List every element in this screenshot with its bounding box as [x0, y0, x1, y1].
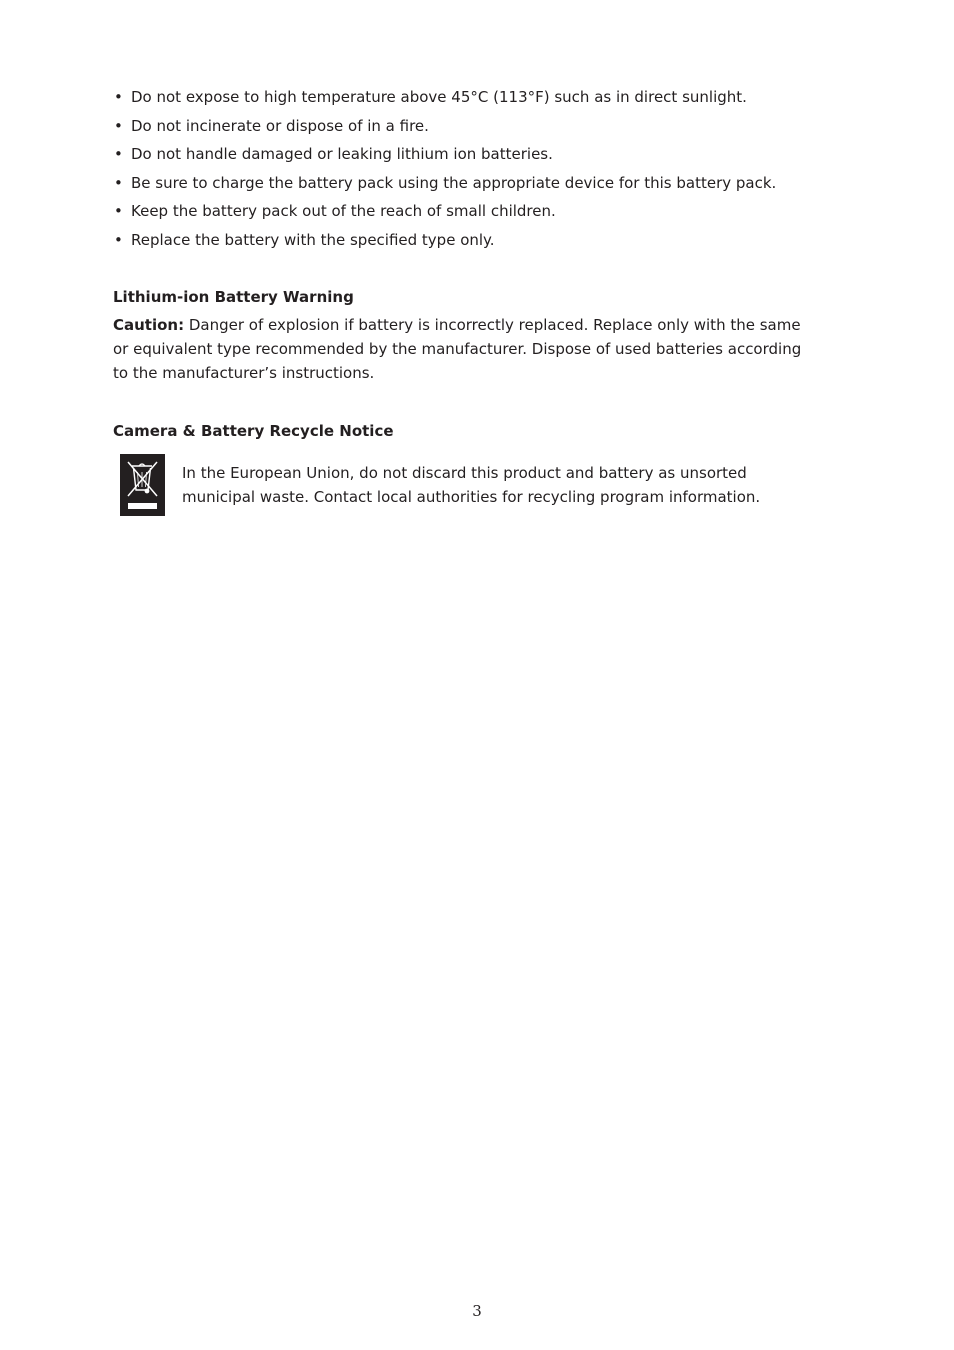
list-item — [113, 86, 833, 108]
bullet-icon: • — [114, 230, 123, 249]
list-item — [113, 115, 833, 137]
bullet-icon: • — [114, 88, 123, 106]
caution-label: Caution: — [113, 316, 185, 334]
bullet-text: Replace the battery with the specified type only. — [131, 230, 495, 249]
caution-text: Danger of explosion if battery is incorrectly replaced. Replace only with the same or equivalent type recommended by the manufacturer. Dispose of used batteries according to the manufacturer’s instructions. — [113, 316, 802, 382]
bullet-text: Keep the battery pack out of the reach of small children. — [131, 202, 556, 221]
list-item — [113, 229, 833, 251]
safety-bullet-list — [113, 86, 833, 258]
recycle-notice-heading: Camera & Battery Recycle Notice — [113, 422, 394, 440]
lithium-warning-heading: Lithium-ion Battery Warning — [113, 288, 354, 306]
caution-paragraph — [113, 313, 813, 385]
bullet-icon: • — [114, 173, 123, 192]
bullet-text: Be sure to charge the battery pack using the appropriate device for this battery pack. — [131, 173, 777, 192]
bullet-text: Do not handle damaged or leaking lithium ion batteries. — [131, 145, 553, 164]
bullet-icon: • — [114, 202, 123, 221]
bullet-icon: • — [114, 116, 123, 135]
bullet-icon: • — [114, 145, 123, 164]
list-item — [113, 200, 833, 222]
crossed-out-wheelie-bin-icon — [120, 454, 165, 516]
bullet-text: Do not expose to high temperature above 45°C (113°F) such as in direct sunlight. — [131, 88, 747, 106]
page-number: 3 — [472, 1302, 482, 1320]
list-item — [113, 143, 833, 165]
list-item — [113, 172, 833, 194]
bullet-text: Do not incinerate or dispose of in a fire. — [131, 116, 429, 135]
recycle-notice-text: In the European Union, do not discard this product and battery as unsorted municipal waste. Contact local authorities for recycling program information. — [182, 464, 761, 506]
